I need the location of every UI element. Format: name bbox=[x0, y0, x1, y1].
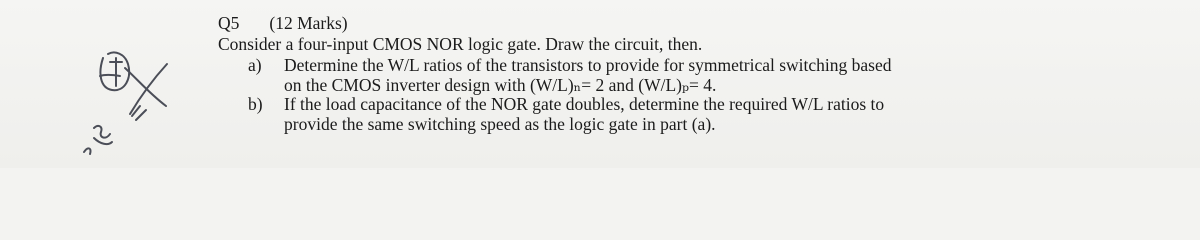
question-number: Q5 bbox=[218, 13, 240, 33]
part-text bbox=[284, 95, 1178, 134]
part-text-line: on the CMOS inverter design with (W/L)ₙ= 2 and (W/L)ₚ= 4. bbox=[284, 74, 717, 95]
question-part-b bbox=[248, 95, 1178, 134]
question-intro: Consider a four-input CMOS NOR logic gate. Draw the circuit, then. bbox=[218, 34, 703, 54]
part-text-line: provide the same switching speed as the logic gate in part (a). bbox=[284, 113, 716, 134]
part-text-line: Determine the W/L ratios of the transistors to provide for symmetrical switching based bbox=[284, 55, 892, 75]
question-header bbox=[218, 14, 1178, 35]
question-parts bbox=[218, 56, 1178, 134]
question-marks: (12 Marks) bbox=[269, 13, 348, 33]
question-block bbox=[218, 14, 1178, 134]
part-label: a) bbox=[248, 55, 262, 75]
handwritten-margin-note bbox=[70, 28, 190, 163]
part-text-line: If the load capacitance of the NOR gate doubles, determine the required W/L ratios to bbox=[284, 94, 885, 114]
part-label: b) bbox=[248, 94, 263, 114]
question-part-a bbox=[248, 56, 1178, 95]
part-text bbox=[284, 56, 1178, 95]
